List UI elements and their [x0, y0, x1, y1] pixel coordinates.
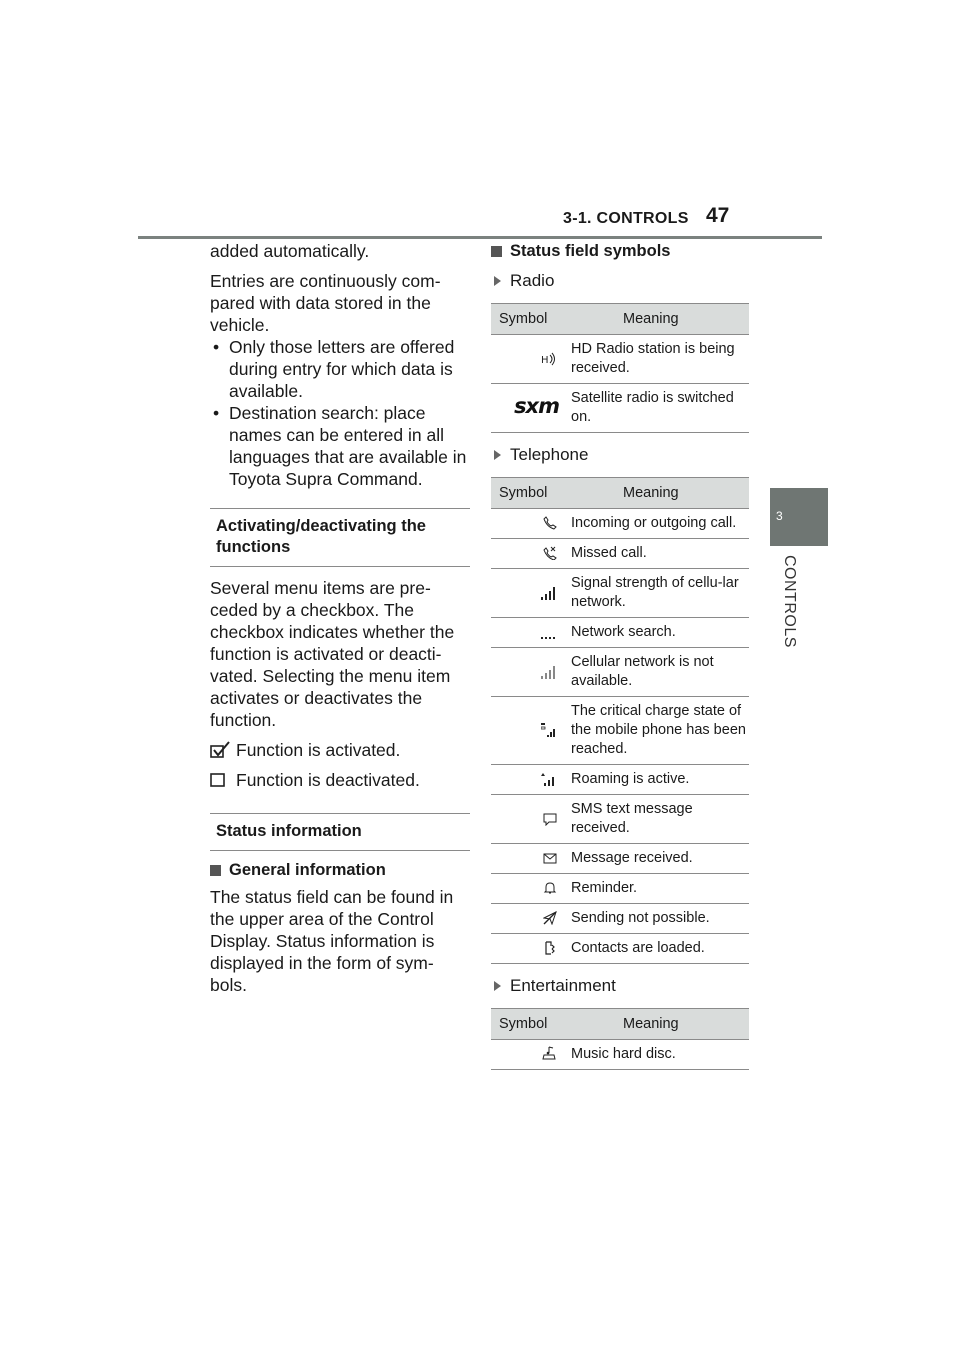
- signal-strength-icon: [541, 586, 557, 600]
- col-header-symbol: Symbol: [491, 304, 571, 335]
- missed-call-icon: [543, 546, 557, 560]
- chapter-tab-number: 3: [776, 509, 783, 523]
- table-row: [491, 697, 749, 765]
- envelope-icon: [543, 852, 557, 864]
- entertainment-table: [491, 1008, 749, 1070]
- music-hard-disc-icon: [541, 1046, 557, 1062]
- triangle-bullet-icon: [494, 276, 501, 286]
- table-row: [491, 874, 749, 904]
- roaming-icon: [541, 772, 557, 786]
- checked-label: Function is activated.: [236, 740, 401, 760]
- meaning-cell: Network search.: [571, 618, 749, 648]
- meaning-cell: Missed call.: [571, 539, 749, 569]
- bell-icon: [543, 881, 557, 895]
- bullet-list: [210, 336, 470, 490]
- meaning-cell: Satellite radio is switched on.: [571, 384, 749, 433]
- meaning-cell: The critical charge state of the mobile phone has been reached.: [571, 697, 749, 765]
- subheading-general: [210, 861, 470, 880]
- subheading-text: Status field symbols: [510, 242, 671, 260]
- meaning-cell: Cellular network is not available.: [571, 648, 749, 697]
- unchecked-line: [210, 769, 470, 791]
- col-header-meaning: Meaning: [571, 478, 749, 509]
- table-row: [491, 648, 749, 697]
- table-row: [491, 934, 749, 964]
- phone-call-icon: [543, 516, 557, 530]
- heading-status: Status information: [210, 813, 470, 851]
- telephone-table: [491, 477, 749, 964]
- table-row: [491, 335, 749, 384]
- chapter-tab-label: CONTROLS: [781, 555, 798, 648]
- meaning-cell: Music hard disc.: [571, 1040, 749, 1070]
- meaning-cell: Signal strength of cellu-lar network.: [571, 569, 749, 618]
- svg-text:H: H: [541, 354, 549, 366]
- category-entertainment: [491, 976, 749, 996]
- sxm-logo: sxm: [514, 394, 559, 418]
- paragraph: Several menu items are pre-ceded by a checkbox. The checkbox indicates whether the function is activated or deacti-vated. Selecting the menu item activates or deactivates the function.: [210, 578, 455, 730]
- paragraph: Entries are continuously com-pared with data stored in the vehicle.: [210, 271, 441, 335]
- category-radio: [491, 271, 749, 291]
- paragraph: added automatically.: [210, 241, 370, 261]
- col-header-symbol: Symbol: [491, 1009, 571, 1040]
- square-bullet-icon: [210, 865, 221, 876]
- meaning-cell: Sending not possible.: [571, 904, 749, 934]
- left-column: [210, 240, 470, 1004]
- paragraph: The status field can be found in the upper area of the Control Display. Status information is displayed in the form of sym-bols.: [210, 887, 454, 995]
- radio-table: [491, 303, 749, 433]
- meaning-cell: SMS text message received.: [571, 795, 749, 844]
- triangle-bullet-icon: [494, 450, 501, 460]
- table-row: [491, 539, 749, 569]
- table-row: [491, 569, 749, 618]
- meaning-cell: Incoming or outgoing call.: [571, 509, 749, 539]
- table-row: [491, 904, 749, 934]
- meaning-cell: HD Radio station is being received.: [571, 335, 749, 384]
- contacts-loaded-icon: [543, 941, 557, 955]
- checked-line: [210, 739, 470, 761]
- square-bullet-icon: [491, 246, 502, 257]
- critical-charge-icon: [541, 722, 557, 738]
- page-number: 47: [706, 204, 730, 227]
- table-row: [491, 844, 749, 874]
- no-network-icon: [541, 665, 557, 679]
- subheading-symbols: [491, 242, 749, 261]
- col-header-symbol: Symbol: [491, 478, 571, 509]
- table-row: [491, 795, 749, 844]
- network-search-icon: [541, 625, 557, 639]
- bullet-item: • Only those letters are offered during entry for which data is available.: [210, 336, 470, 402]
- triangle-bullet-icon: [494, 981, 501, 991]
- meaning-cell: Message received.: [571, 844, 749, 874]
- hd-radio-icon: [541, 352, 557, 366]
- checkbox-checked-icon: [210, 741, 232, 759]
- table-row: [491, 1040, 749, 1070]
- category-title: Radio: [510, 271, 555, 290]
- meaning-cell: Reminder.: [571, 874, 749, 904]
- category-telephone: [491, 445, 749, 465]
- subheading-text: General information: [229, 861, 386, 879]
- table-row: [491, 509, 749, 539]
- col-header-meaning: Meaning: [571, 1009, 749, 1040]
- meaning-cell: Roaming is active.: [571, 765, 749, 795]
- category-title: Telephone: [510, 445, 589, 464]
- table-row: [491, 765, 749, 795]
- checkbox-unchecked-icon: [210, 771, 232, 789]
- sms-icon: [543, 812, 557, 826]
- bullet-item: • Destination search: place names can be entered in all languages that are available in Toyota Supra Command.: [210, 402, 470, 490]
- category-title: Entertainment: [510, 976, 616, 995]
- table-row: [491, 384, 749, 433]
- heading-activating: Activating/deactivating the functions: [210, 508, 470, 567]
- sending-not-possible-icon: [543, 911, 557, 925]
- table-row: [491, 618, 749, 648]
- col-header-meaning: Meaning: [571, 304, 749, 335]
- meaning-cell: Contacts are loaded.: [571, 934, 749, 964]
- right-column: [491, 240, 749, 1082]
- section-title: 3-1. CONTROLS: [563, 210, 689, 227]
- unchecked-label: Function is deactivated.: [236, 770, 420, 790]
